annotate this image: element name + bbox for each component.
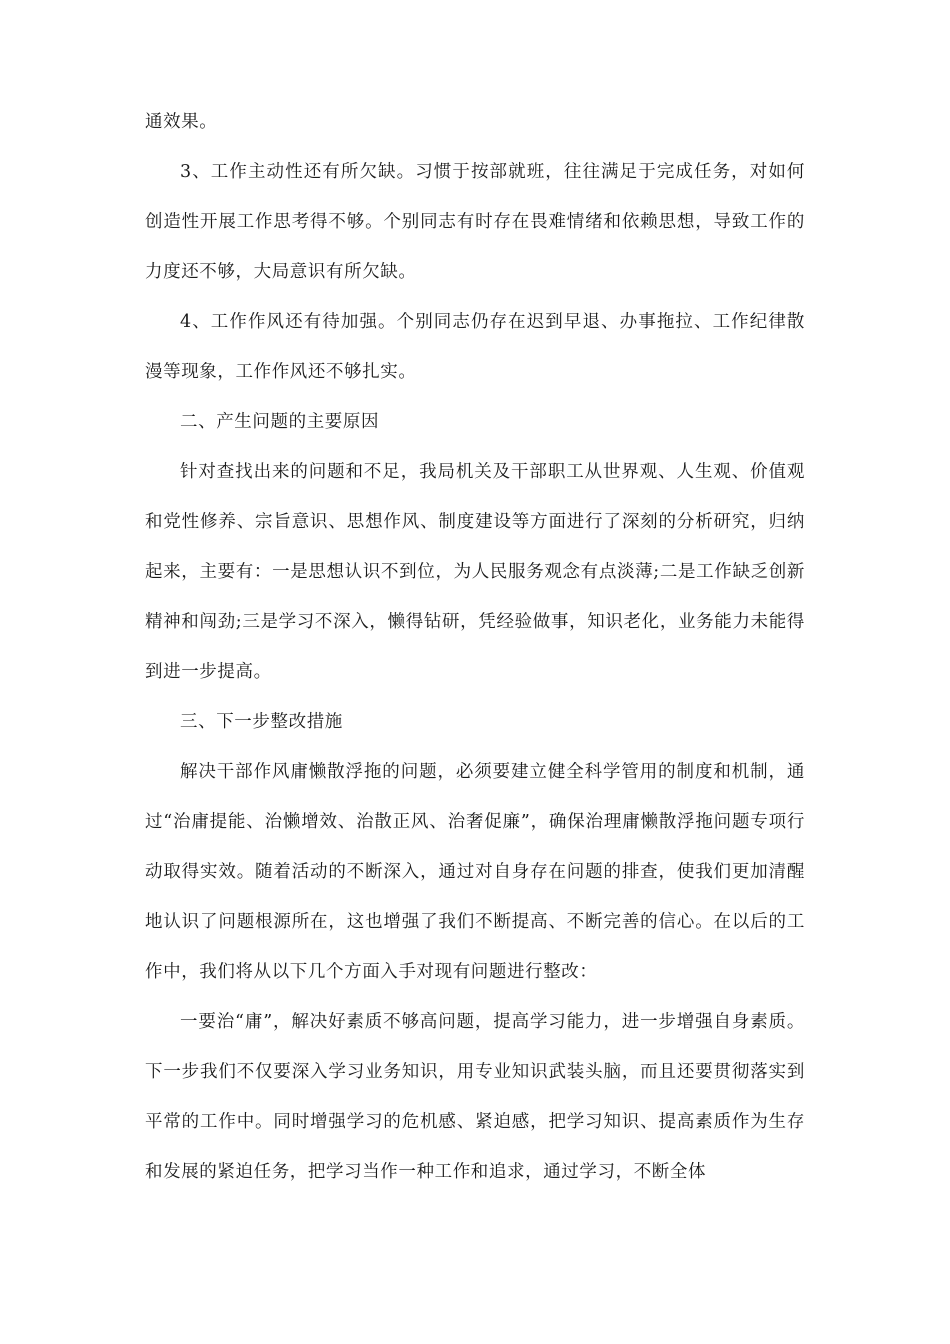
paragraph-continuation: 通效果。 [145,112,218,132]
paragraph-measures-intro: 解决干部作风庸懒散浮拖的问题，必须要建立健全科学管用的制度和机制，通过“治庸提能、治懒增效、治散正风、治奢促廉”，确保治理庸懒散浮拖问题专项行动取得实效。随着活动的不断深入，通过对自身存在问题的排查，使我们更加清醒地认识了问题根源所在，这也增强了我们不断提高、不断完善的信心。在以后的工作中，我们将从以下几个方面入手对现有问题进行整改： [145,762,805,982]
section-heading-2: 二、产生问题的主要原因 [180,412,380,432]
paragraph-item-3: 3、工作主动性还有所欠缺。习惯于按部就班，往往满足于完成任务，对如何创造性开展工作思考得不够。个别同志有时存在畏难情绪和依赖思想，导致工作的力度还不够，大局意识有所欠缺。 [145,162,805,282]
section-heading-3: 三、下一步整改措施 [180,712,343,732]
paragraph-causes: 针对查找出来的问题和不足，我局机关及干部职工从世界观、人生观、价值观和党性修养、宗旨意识、思想作风、制度建设等方面进行了深刻的分析研究，归纳起来，主要有：一是思想认识不到位，为人民服务观念有点淡薄;二是工作缺乏创新精神和闯劲;三是学习不深入，懒得钻研，凭经验做事，知识老化，业务能力未能得到进一步提高。 [145,462,805,682]
paragraph-measure-1: 一要治“庸”，解决好素质不够高问题，提高学习能力，进一步增强自身素质。下一步我们不仅要深入学习业务知识，用专业知识武装头脑，而且还要贯彻落实到平常的工作中。同时增强学习的危机感、紧迫感，把学习知识、提高素质作为生存和发展的紧迫任务，把学习当作一种工作和追求，通过学习，不断全体 [145,1012,805,1182]
document-body [145,97,805,1197]
paragraph-item-4: 4、工作作风还有待加强。个别同志仍存在迟到早退、办事拖拉、工作纪律散漫等现象，工作作风还不够扎实。 [145,312,805,382]
